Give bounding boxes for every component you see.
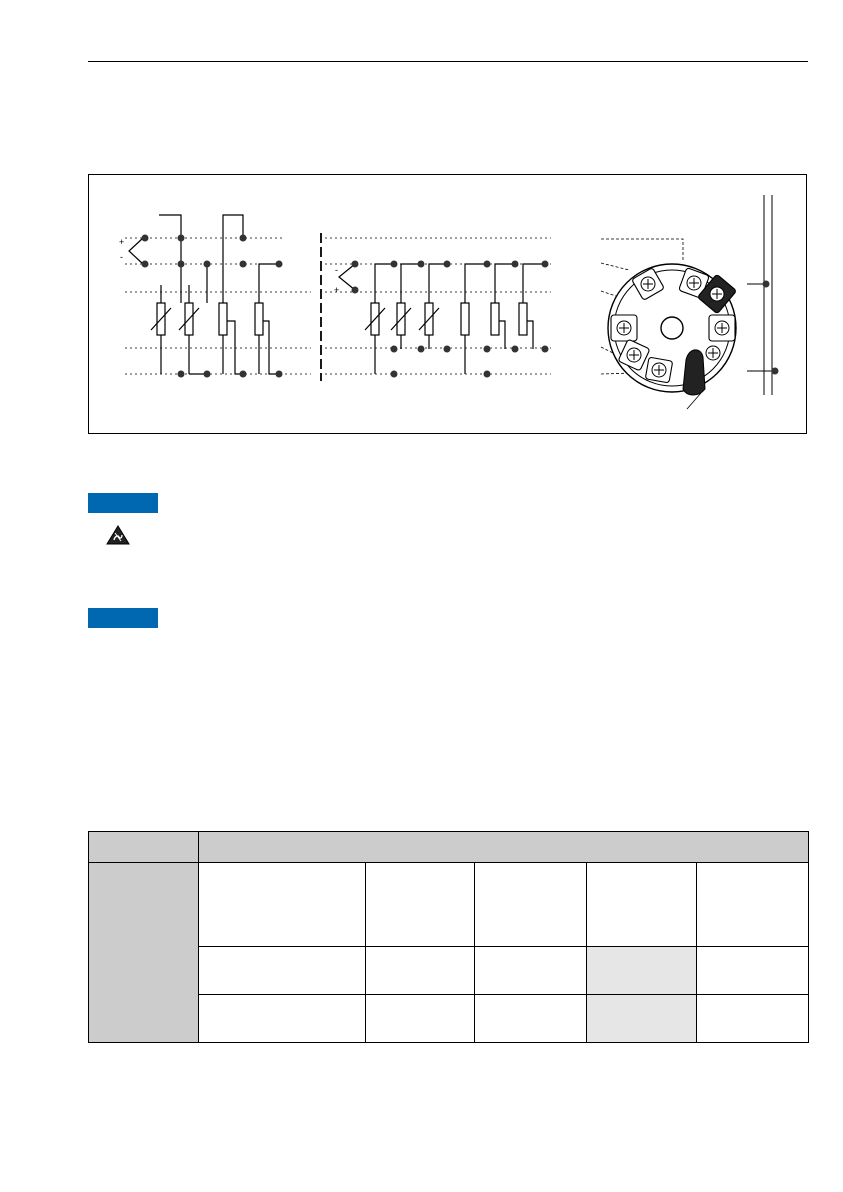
svg-text:-: - [335, 265, 338, 275]
spec-table [88, 831, 809, 1043]
wiring-figure [88, 174, 807, 434]
esd-warning-icon [106, 525, 130, 545]
table-cell [366, 947, 475, 995]
table-side-label [89, 863, 199, 1043]
notice-banner-1 [88, 493, 158, 513]
notice-banner-2 [88, 608, 158, 628]
table-cell [199, 863, 366, 947]
table-cell-shaded [587, 947, 697, 995]
wiring-diagram [89, 175, 808, 435]
table-cell [697, 947, 809, 995]
table-cell [697, 863, 809, 947]
header-rule [88, 61, 808, 62]
svg-text:+: + [334, 285, 340, 295]
table-cell [199, 995, 366, 1043]
table-cell [366, 995, 475, 1043]
terminal-block-drawing [601, 195, 779, 409]
sensor-group-2 [325, 238, 551, 378]
svg-text:-: - [120, 252, 123, 262]
table-cell [366, 863, 475, 947]
table-cell [475, 995, 587, 1043]
table-cell [587, 863, 697, 947]
table-cell-shaded [587, 995, 697, 1043]
svg-text:+: + [119, 237, 125, 247]
table-header-left [89, 832, 199, 863]
table-cell [475, 947, 587, 995]
sensor-group-1 [125, 215, 311, 378]
table-cell [475, 863, 587, 947]
table-header-right [199, 832, 809, 863]
table-cell [697, 995, 809, 1043]
table-cell [199, 947, 366, 995]
